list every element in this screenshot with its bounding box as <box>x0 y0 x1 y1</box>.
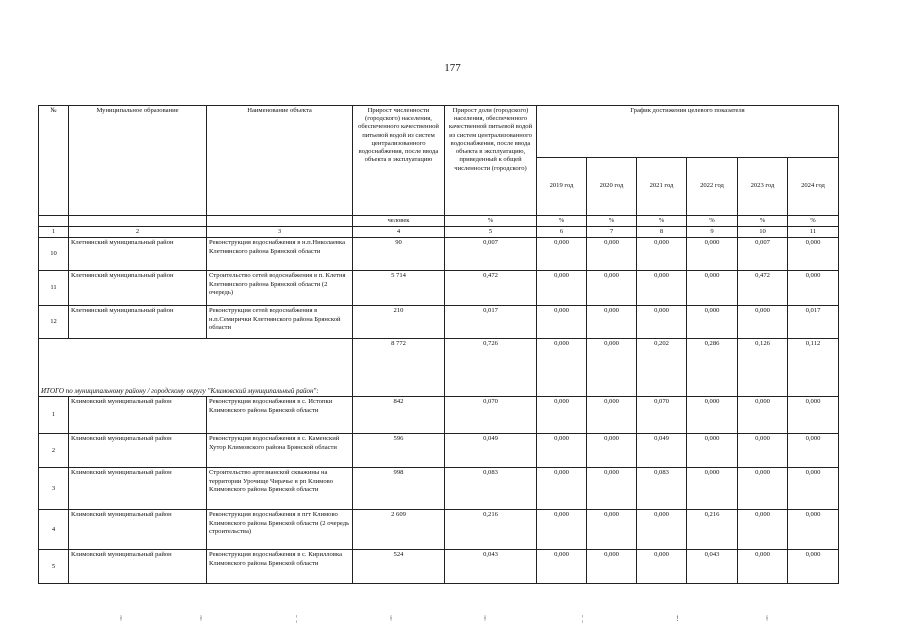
header-year-2: 2021 год <box>637 158 687 216</box>
row-object: Реконструкция водоснабжения в с. Каменский Хутор Климовского района Брянской области <box>207 434 353 468</box>
row-year-value: 0,000 <box>637 306 687 339</box>
row-year-value: 0,000 <box>587 397 637 434</box>
total-people: 8 772 <box>353 339 445 397</box>
total-row <box>39 339 839 397</box>
row-year-value: 0,000 <box>738 468 788 510</box>
row-year-value: 0,000 <box>637 550 687 584</box>
row-year-value: 0,000 <box>738 550 788 584</box>
row-year-value: 0,000 <box>637 510 687 550</box>
row-year-value: 0,000 <box>537 238 587 271</box>
total-share: 0,726 <box>445 339 537 397</box>
row-share: 0,083 <box>445 468 537 510</box>
row-municipality: Климовский муниципальный район <box>69 550 207 584</box>
unit-year-percent: % <box>738 216 788 227</box>
row-municipality: Климовский муниципальный район <box>69 434 207 468</box>
row-year-value: 0,000 <box>788 271 839 306</box>
row-object: Реконструкция водоснабжения в с. Истопки Климовского района Брянской области <box>207 397 353 434</box>
table-row <box>39 271 839 306</box>
row-object: Реконструкция водоснабжения в пгт Климово Климовского района Брянской области (2 очередь строительства) <box>207 510 353 550</box>
row-year-value: 0,000 <box>537 306 587 339</box>
row-year-value: 0,472 <box>738 271 788 306</box>
row-people: 2 609 <box>353 510 445 550</box>
column-number: 1 <box>39 227 69 238</box>
table-row <box>39 550 839 584</box>
row-people: 842 <box>353 397 445 434</box>
row-share: 0,472 <box>445 271 537 306</box>
total-year-value: 0,000 <box>587 339 637 397</box>
row-year-value: 0,000 <box>687 397 738 434</box>
row-year-value: 0,017 <box>788 306 839 339</box>
total-year-value: 0,000 <box>537 339 587 397</box>
row-year-value: 0,000 <box>587 238 637 271</box>
row-year-value: 0,043 <box>687 550 738 584</box>
row-municipality: Клетнянский муниципальный район <box>69 238 207 271</box>
header-share-growth: Прирост доли (городского) населения, обеспеченного качественной питьевой водой из систем централизованного водоснабжения, после ввода объекта в эксплуатацию, приведенный к общей численности (городского) <box>445 106 537 216</box>
row-year-value: 0,000 <box>788 397 839 434</box>
row-number: 10 <box>39 238 69 271</box>
row-year-value: 0,000 <box>587 306 637 339</box>
row-year-value: 0,000 <box>587 510 637 550</box>
unit-year-percent: % <box>788 216 839 227</box>
column-number: 5 <box>445 227 537 238</box>
row-object: Реконструкция водоснабжения в н.п.Николаевка Клетнянского района Брянской области <box>207 238 353 271</box>
total-label: ИТОГО по муниципальному району / городскому округу "Климовский муниципальный район": <box>39 339 353 397</box>
row-year-value: 0,000 <box>537 271 587 306</box>
row-year-value: 0,000 <box>738 434 788 468</box>
unit-percent: % <box>445 216 537 227</box>
table-row <box>39 238 839 271</box>
row-number: 12 <box>39 306 69 339</box>
row-share: 0,049 <box>445 434 537 468</box>
column-number: 11 <box>788 227 839 238</box>
row-year-value: 0,000 <box>537 510 587 550</box>
row-year-value: 0,000 <box>587 271 637 306</box>
row-people: 210 <box>353 306 445 339</box>
column-number: 4 <box>353 227 445 238</box>
row-municipality: Климовский муниципальный район <box>69 468 207 510</box>
row-object: Реконструкция сетей водоснабжения в н.п.Семирички Клетнянского района Брянской области <box>207 306 353 339</box>
page-number: 177 <box>444 62 461 74</box>
row-people: 998 <box>353 468 445 510</box>
row-year-value: 0,000 <box>537 434 587 468</box>
table-row <box>39 306 839 339</box>
unit-people: человек <box>353 216 445 227</box>
row-number: 4 <box>39 510 69 550</box>
column-number: 9 <box>687 227 738 238</box>
total-year-value: 0,126 <box>738 339 788 397</box>
row-object: Строительство сетей водоснабжения в п. Клетня Клетнянского района Брянской области (2 очередь) <box>207 271 353 306</box>
header-municipality: Муниципальное образование <box>69 106 207 216</box>
row-municipality: Клетнянский муниципальный район <box>69 271 207 306</box>
column-number: 7 <box>587 227 637 238</box>
header-year-5: 2024 год <box>788 158 839 216</box>
unit-cell-empty <box>39 216 69 227</box>
row-municipality: Клетнянский муниципальный район <box>69 306 207 339</box>
row-number: 11 <box>39 271 69 306</box>
header-population-growth: Прирост численности (городского) населения, обеспеченного качественной питьевой водой из систем централизованного водоснабжения, после ввода объекта в эксплуатацию <box>353 106 445 216</box>
row-municipality: Климовский муниципальный район <box>69 397 207 434</box>
row-number: 2 <box>39 434 69 468</box>
header-object: Наименование объекта <box>207 106 353 216</box>
row-year-value: 0,000 <box>788 510 839 550</box>
row-share: 0,017 <box>445 306 537 339</box>
row-municipality: Климовский муниципальный район <box>69 510 207 550</box>
header-schedule: График достижения целевого показателя <box>537 106 839 158</box>
total-year-value: 0,202 <box>637 339 687 397</box>
row-year-value: 0,000 <box>788 550 839 584</box>
row-people: 524 <box>353 550 445 584</box>
row-year-value: 0,049 <box>637 434 687 468</box>
row-year-value: 0,000 <box>587 468 637 510</box>
row-year-value: 0,000 <box>537 468 587 510</box>
total-year-value: 0,286 <box>687 339 738 397</box>
row-year-value: 0,000 <box>587 550 637 584</box>
unit-year-percent: % <box>537 216 587 227</box>
row-year-value: 0,000 <box>687 434 738 468</box>
column-number: 6 <box>537 227 587 238</box>
row-year-value: 0,000 <box>687 306 738 339</box>
row-number: 5 <box>39 550 69 584</box>
header-year-0: 2019 год <box>537 158 587 216</box>
row-year-value: 0,070 <box>637 397 687 434</box>
row-year-value: 0,000 <box>788 468 839 510</box>
column-number: 3 <box>207 227 353 238</box>
row-number: 1 <box>39 397 69 434</box>
row-share: 0,216 <box>445 510 537 550</box>
header-year-1: 2020 год <box>587 158 637 216</box>
table-row <box>39 397 839 434</box>
row-number: 3 <box>39 468 69 510</box>
row-object: Реконструкция водоснабжения в с. Кирилловка Климовского района Брянской области <box>207 550 353 584</box>
column-number: 10 <box>738 227 788 238</box>
row-year-value: 0,000 <box>738 510 788 550</box>
scan-margin-marks: ǂ ǂ ¦ ǂ ǂ ¦ ! ǂ <box>120 614 768 623</box>
table-row <box>39 468 839 510</box>
unit-year-percent: % <box>687 216 738 227</box>
row-share: 0,070 <box>445 397 537 434</box>
table-row <box>39 510 839 550</box>
row-year-value: 0,000 <box>637 271 687 306</box>
row-year-value: 0,007 <box>738 238 788 271</box>
column-number: 2 <box>69 227 207 238</box>
unit-year-percent: % <box>637 216 687 227</box>
unit-year-percent: % <box>587 216 637 227</box>
table-row <box>39 434 839 468</box>
row-year-value: 0,000 <box>687 468 738 510</box>
row-year-value: 0,000 <box>788 238 839 271</box>
row-year-value: 0,000 <box>637 238 687 271</box>
row-people: 596 <box>353 434 445 468</box>
row-year-value: 0,083 <box>637 468 687 510</box>
row-share: 0,043 <box>445 550 537 584</box>
row-share: 0,007 <box>445 238 537 271</box>
row-people: 5 714 <box>353 271 445 306</box>
row-year-value: 0,000 <box>687 271 738 306</box>
row-people: 90 <box>353 238 445 271</box>
row-year-value: 0,000 <box>788 434 839 468</box>
header-no: № <box>39 106 69 216</box>
header-year-4: 2023 год <box>738 158 788 216</box>
row-year-value: 0,000 <box>738 397 788 434</box>
unit-cell-empty <box>69 216 207 227</box>
row-year-value: 0,000 <box>738 306 788 339</box>
unit-cell-empty <box>207 216 353 227</box>
row-year-value: 0,000 <box>537 397 587 434</box>
target-indicator-table <box>38 105 839 584</box>
total-year-value: 0,112 <box>788 339 839 397</box>
row-year-value: 0,000 <box>587 434 637 468</box>
row-year-value: 0,216 <box>687 510 738 550</box>
row-year-value: 0,000 <box>687 238 738 271</box>
header-year-3: 2022 год <box>687 158 738 216</box>
column-number: 8 <box>637 227 687 238</box>
row-year-value: 0,000 <box>537 550 587 584</box>
row-object: Строительство артезианской скважины на территории Урочище Чирачье в рп Климово Климовского района Брянской области <box>207 468 353 510</box>
